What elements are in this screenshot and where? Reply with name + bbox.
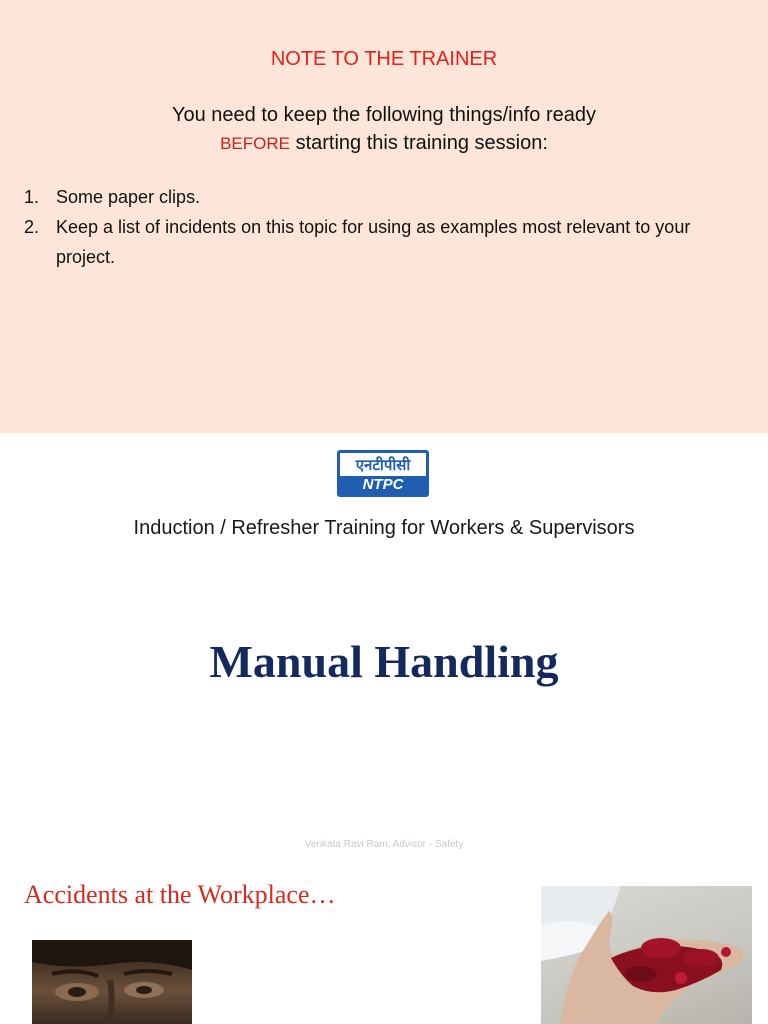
list-item-text: Keep a list of incidents on this topic for using as examples most relevant to your project. — [56, 217, 691, 267]
ntpc-logo-english: NTPC — [340, 476, 426, 494]
list-item-number: 1. — [24, 187, 40, 207]
before-emphasis: BEFORE — [220, 134, 290, 153]
list-item-number: 2. — [24, 217, 40, 237]
training-subtitle: Induction / Refresher Training for Workers & Supervisors — [133, 517, 635, 539]
ntpc-logo-hindi: एनटीपीसी — [355, 456, 411, 474]
list-item-text: Some paper clips. — [56, 187, 201, 207]
note-intro-line2-text: starting this training session: — [295, 132, 548, 154]
ntpc-logo — [337, 450, 429, 497]
list-item — [24, 212, 724, 272]
note-intro-line1: You need to keep the following things/info ready — [171, 104, 596, 126]
note-items-list — [24, 182, 724, 272]
trainer-note-slide — [0, 0, 768, 433]
injured-hand-photo — [541, 886, 752, 1024]
author-credit: Venkata Ravi Ram, Advisor - Safety — [304, 839, 464, 850]
note-intro — [0, 101, 768, 158]
note-title: NOTE TO THE TRAINER — [270, 48, 498, 70]
title-slide — [0, 433, 768, 863]
note-intro-line2 — [0, 129, 768, 158]
page-title: Manual Handling — [209, 636, 559, 687]
injured-hand-illustration — [541, 886, 752, 1024]
list-item — [24, 182, 724, 212]
injured-face-illustration — [32, 940, 192, 1024]
injured-face-photo — [32, 940, 192, 1024]
accidents-slide — [0, 863, 768, 1024]
accidents-title: Accidents at the Workplace… — [24, 880, 336, 909]
